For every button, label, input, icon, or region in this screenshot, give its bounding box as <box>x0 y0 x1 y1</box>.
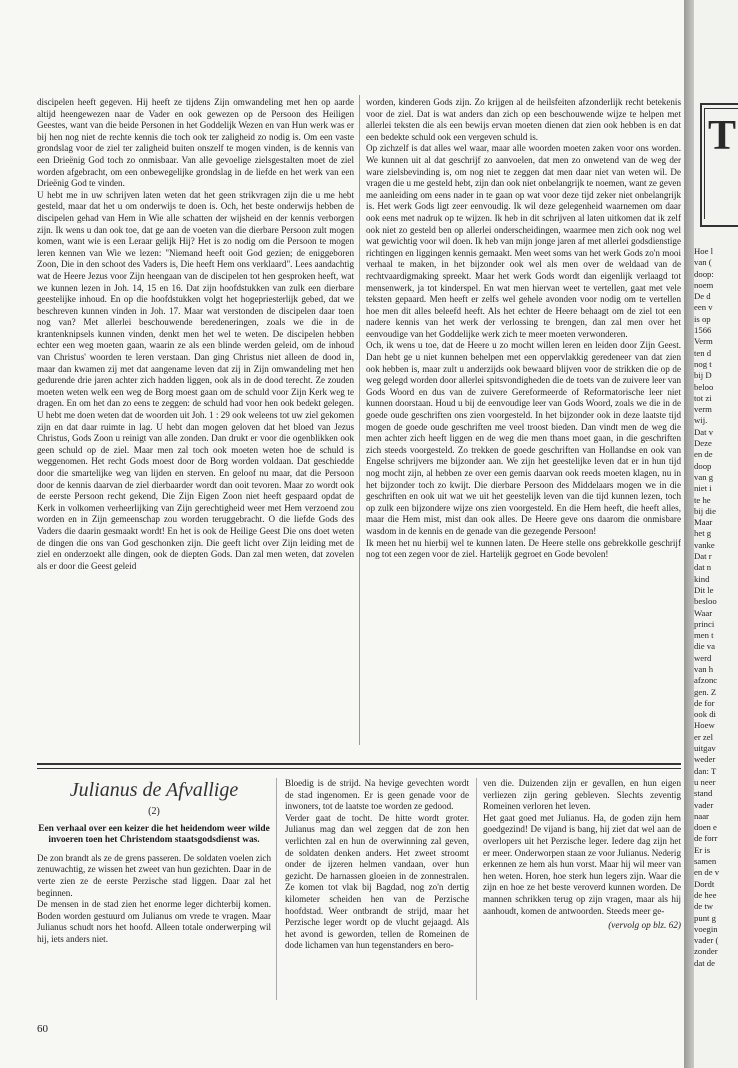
text-line-fragment: nog t <box>694 358 712 369</box>
text-line-fragment: Verm <box>694 336 713 347</box>
text-line-fragment: men t <box>694 630 714 641</box>
text-line-fragment: Deze <box>694 438 712 449</box>
column-divider <box>276 778 277 1000</box>
paragraph: Bloedig is de strijd. Na hevige gevechten wordt de stad ingenomen. Er is geen genade voor de inwoners, tot de laatste toe worden ze gedood. <box>285 778 469 812</box>
text-line-fragment: Er is <box>694 844 711 855</box>
text-line-fragment: verm <box>694 404 712 415</box>
text-line-fragment: beloo <box>694 381 714 392</box>
text-line-fragment: Dit le <box>694 584 714 595</box>
text-line-fragment: dat de <box>694 957 715 968</box>
drop-cap: T <box>708 113 737 159</box>
text-line-fragment: ook di <box>694 709 716 720</box>
text-line-fragment: voegin <box>694 923 718 934</box>
text-line-fragment: punt g <box>694 912 716 923</box>
paragraph: Op zichzelf is dat alles wel waar, maar alle woorden moeten zaken voor ons worden. We kunnen uit al dat geschrijf zo aanvoelen, dat men zo onwetend van de weg der ware zielsbevinding is, om nog niet te zeggen dat men daar niet van weten wil. De vragen die u me gesteld hebt, zijn dan ook niet onbelangrijk te noemen, want ze geven me aanleiding om eens nader in te gaan op wat voor deze tijd zeker niet onbelangrijk is. Het werk Gods ligt zeer eenvoudig. Ik wil deze gelegenheid waarnemen om daar ook eens met nadruk op te wijzen. Ik heb in dit schrijven al laten uitkomen dat ik zelf ook niet zo gesteld ben op allerlei onderscheidingen, waarmee men zich ook nog wel wat gewichtig voor wil doen. Ik heb van mijn jonge jaren af met allerlei godsdienstige richtingen en liggingen kennis gemaakt. Men weet soms van het werk Gods zo'n mooi verhaal te maken, in het bijzonder ook wel als men over de weldaad van de rechtvaardigmaking spreekt. Maar het werk Gods wordt dan eigenlijk verlaagd tot mensenwerk, ja tot kinderspel. En wat men hiervan weet te vertellen, gaat met vele teksten gepaard. Men heeft er zelfs wel gehele avonden voor nodig om te vertellen hoe men dit alles beleefd heeft. Als het echter de Heere behaagt om de ziel tot een nadere kennis van het werk der verlossing te brengen, dan zal men over het eenvoudige van het Goddelijke werk zich te meer moeten verwonderen. <box>366 143 681 339</box>
text-line-fragment: de hee <box>694 889 717 900</box>
text-line-fragment: Maar <box>694 517 713 528</box>
paragraph: U hebt me in uw schrijven laten weten dat het geen strikvragen zijn die u me hebt gesteld, maar dat het u om onderwijs te doen is. Och, het beste onderwijs hebben de discipelen gehad van Hem in Wie alle schatten der wijsheid en der kennis verborgen zijn. Ik wens u dan ook toe, dat ge aan de voeten van die dierbare Persoon zult mogen komen, want wie is een Leraar gelijk Hij? Het is zo nodig om die Persoon te mogen leren kennen van Wie we lezen: "Niemand heeft ooit God gezien; de eniggeboren Zoon, Die in den schoot des Vaders is, Die heeft Hem ons verklaard". Lees aandachtig wat de Heere Jezus voor Zijn heengaan van de discipelen tot hen gesproken heeft, wat we kunnen lezen in Joh. 14, 15 en 16. Dat zijn hoofdstukken van zulk een dierbare geestelijke inhoud. En op die hoofdstukken volgt het hogepriesterlijk gebed, dat we beschreven kunnen vinden in Joh. 17. Maar wat verstonden de discipelen daar toen nog van? Met allerlei beschouwende beredeneringen, zoals we die in de krantenknipsels kunnen vinden, denkt men het wel te weten. De discipelen hebben echter een weg moeten gaan, waarin ze als een blinde werden geleid, om de inhoud van Christus' woorden te leren verstaan. Dan ging Christus niet alleen de dood in, maar dan kwamen zij met dat aangename leven dat zij in Zijn omwandeling met hen gedurende drie jaren achter zich hadden liggen, ook als in de dood terecht. Ze zouden moeten weten welk een weg de Borg moest gaan om de schuld voor Zijn Kerk weg te dragen. En om het dan zo eens te zeggen: de schuld had voor hen ook bedekt gelegen. U hebt me doen weten dat de woorden uit Joh. 1 : 29 ook weleens tot uw ziel gekomen zijn en dat daar ruimte in lag. U hebt dan mogen geloven dat het bloed van Jezus Christus, Gods Zoon u reinigt van alle zonden. Dan drukt er voor die ogenblikken ook geen schuld op de ziel. Maar men zal toch ook moeten weten hoe de schuld is weggenomen. Het recht Gods moest door de Borg worden voldaan. Dat geschiedde door die smartelijke weg van lijden en sterven. En geloof nu maar, dat die Persoon door de kennis daarvan de ziel dierbaarder wordt dan ooit tevoren. Maar zo wordt ook de eerste Persoon recht gekend, Die Zijn Eigen Zoon niet heeft gespaard opdat de Kerk in volkomen verheerlijking van Zijn gerechtigheid weer met Hem verzoend zou worden en in Zijn gemeenschap zou worden teruggebracht. O die liefde Gods des Vaders die daarin gesmaakt wordt! En het is ook de Heilige Geest Die ons doet weten de dingen die ons van God geschonken zijn. Die geeft licht over Zijn leiding met de ziel en onderzoekt alle dingen, ook de diepten Gods. Dan zal men weten, dat zovelen als er door die Geest geleid <box>37 189 354 571</box>
text-line-fragment: dat n <box>694 562 712 573</box>
paragraph: Och, ik wens u toe, dat de Heere u zo mocht willen leren en leiden door Zijn Geest. Dan hebt ge u niet kunnen behelpen met een oppervlakkig geredeneer van dat zien ook hebben is, maar zult u anderzijds ook bewaard blijven voor de strikken die op de weg gelegd worden door allerlei spitsvondigheden die de toets van de zuivere leer van Gods Woord en dus van de zuivere Gereformeerde of Reformatorische leer niet kunnen doorstaan. Houd u bij de eenvoudige leer van Gods Woord, zoals we die in de goede oude geschriften ons zien voorgesteld. In het bijzonder ook in deze laatste tijd mogen de goede oude geschriften me veel troost bieden. Dan vindt men de weg die men achter zich heeft liggen en de weg die men thans moet gaan, in die geschriften zich steeds voorgesteld. Zo trekken de goede geschriften van Hollandse en ook van Engelse schrijvers me bijzonder aan. We zijn het geestelijke leven dat er in hun tijd nog mocht zijn, al hebben ze over een gemis daarvan ook reeds moeten klagen, nu in het bijzonder toch zo kwijt. Die dierbare Persoon des Middelaars mogen we in die geschriften en ook uit wat we uit het geestelijk leven van die tijd kunnen lezen, toch op zulk een bijzondere wijze ons zien voorgesteld. En die Hem heeft, die heeft alles, maar die Hem mist, mist dan ook alles. De Heere geve ons daarom die onmisbare wasdom in de kennis en de genade van die gezegende Persoon! <box>366 340 681 536</box>
story-subtitle: Een verhaal over een keizer die het heidendom weer wilde invoeren toen het Christendom staatsgodsdienst was. <box>38 823 270 846</box>
text-line-fragment: het g <box>694 528 712 539</box>
story-title: Julianus de Afvallige <box>69 779 239 801</box>
text-line-fragment: van ( <box>694 257 712 268</box>
text-line-fragment: samen <box>694 856 717 867</box>
text-line-fragment: doop <box>694 460 712 471</box>
text-line-fragment: niet i <box>694 483 712 494</box>
text-line-fragment: vanke <box>694 539 715 550</box>
text-line-fragment: vader ( <box>694 935 719 946</box>
text-line-fragment: doop: <box>694 268 714 279</box>
story-part-number: (2) <box>148 806 160 817</box>
text-line-fragment: gen. Z <box>694 686 717 697</box>
story-column-3 <box>483 778 681 998</box>
text-line-fragment: vader <box>694 799 714 810</box>
paragraph: Verder gaat de tocht. De hitte wordt groter. Julianus mag dan wel zeggen dat de zon hen verlichten zal en hun de overwinning zal geven, de soldaten denken anders. Het zweet stroomt onder de ijzeren helmen vandaan, over hun gezicht. De harnassen gloeien in de zonnestralen. Ze komen tot vlak bij Bagdad, nog zo'n dertig kilometer scheiden hen van de Perzische hoofdstad. Weer ontbrandt de strijd, maar het Perzische leger wordt op de vlucht gejaagd. Als het avond is geworden, tellen de Romeinen de dode lichamen van hun tegenstanders en bero- <box>285 812 469 951</box>
text-line-fragment: afzonc <box>694 675 718 686</box>
text-line-fragment: bij D <box>694 370 712 381</box>
text-line-fragment: de tw <box>694 901 714 912</box>
text-line-fragment: is op <box>694 313 711 324</box>
text-line-fragment: princi <box>694 618 715 629</box>
continued-note: (vervolg op blz. 62) <box>608 921 681 932</box>
paragraph: worden, kinderen Gods zijn. Zo krijgen al de heilsfeiten afzonderlijk recht betekenis voor de ziel. Dat is wat anders dan zich op een beschouwende wijze te helpen met allerlei teksten die als een bewijs ervan moeten dienen dat zien ook hebben is en dat een bedekte schuld ook een vergeven schuld is. <box>366 97 681 142</box>
text-line-fragment: de for <box>694 697 715 708</box>
text-line-fragment: dan: T <box>694 765 717 776</box>
paragraph: Ik meen het nu hierbij wel te kunnen laten. De Heere stelle ons gebrekkolle geschrijf nog tot een zegen voor de ziel. Hartelijk gegroet en Gode bevolen! <box>366 537 681 560</box>
text-line-fragment: wij. <box>694 415 708 426</box>
text-line-fragment: van h <box>694 663 714 674</box>
text-line-fragment: er zel <box>694 731 714 742</box>
text-line-fragment: doen e <box>694 822 717 833</box>
text-line-fragment: 1566 <box>694 325 712 336</box>
page-number: 60 <box>37 1023 48 1035</box>
text-line-fragment: u neer <box>694 776 716 787</box>
text-line-fragment: Dat r <box>694 551 712 562</box>
text-line-fragment: tot zi <box>694 392 712 403</box>
text-line-fragment: kind <box>694 573 710 584</box>
text-line-fragment: naar <box>694 810 709 821</box>
text-line-fragment: een v <box>694 302 713 313</box>
paragraph: De mensen in de stad zien het enorme leger dichterbij komen. Boden worden gestuurd om Julianus om vrede te vragen. Maar Julianus schudt nors het hoofd. Alleen totale onderwerping wil hij, iets anders niet. <box>37 899 271 944</box>
text-line-fragment: te he <box>694 494 711 505</box>
text-line-fragment: besloo <box>694 596 717 607</box>
text-line-fragment: De d <box>694 291 711 302</box>
text-line-fragment: en de <box>694 449 713 460</box>
next-page-text-column <box>694 246 738 969</box>
article-column-right <box>366 97 681 742</box>
section-separator <box>37 763 681 769</box>
text-line-fragment: ten d <box>694 347 712 358</box>
paragraph: discipelen heeft gegeven. Hij heeft ze tijdens Zijn omwandeling met hen op aarde altijd heengewezen naar de Vader en ook gewezen op de Persoon des Heiligen Geestes, want van die beide Personen in het Goddelijk Wezen en van Hun werk was er bij hen nog niet de rechte kennis die toch ook ter zaligheid zo nodig is. Om een vaste grondslag voor de ziel ter zaligheid buiten onszelf te mogen vinden, is de kennis van een Drieënig God toch zo onmisbaar. Van alle gevoelige zielsgestalten moet de ziel worden afgebracht, om een onbewegelijke grondslag in de liefde en het werk van een Drieënig God te vinden. <box>37 97 354 189</box>
paragraph: Het gaat goed met Julianus. Ha, de goden zijn hem goedgezind! De vijand is bang, hij ziet dat wel aan de overlopers uit het Perzische leger. Iedere dag zijn het er meer. Onderworpen staan ze voor Julianus. Nederig erkennen ze hem als hun vorst. Maar hij wil meer van hen weten. Horen, hoe sterk hun legers zijn. Waar die zijn en hoe ze het beste veroverd kunnen worden. De mannen schrikken terug op zijn vragen, maar als hij aanhoudt, komen de antwoorden. Steeds meer ge- <box>483 812 681 916</box>
text-line-fragment: zonder <box>694 946 718 957</box>
text-line-fragment: Dordt <box>694 878 715 889</box>
text-line-fragment: Dat v <box>694 426 714 437</box>
text-line-fragment: Hoew <box>694 720 715 731</box>
paragraph: ven die. Duizenden zijn er gevallen, en hun eigen verliezen zijn gering gebleven. Slechts zeventig Romeinen verloren het leven. <box>483 778 681 812</box>
text-line-fragment: noem <box>694 279 714 290</box>
article-column-left <box>37 97 354 742</box>
text-line-fragment: bij die <box>694 505 716 516</box>
text-line-fragment: Hoe l <box>694 246 714 256</box>
column-divider <box>476 778 477 1000</box>
text-line-fragment: van g <box>694 471 714 482</box>
text-line-fragment: stand <box>694 788 713 799</box>
text-line-fragment: Waar <box>694 607 713 618</box>
text-line-fragment: de forr <box>694 833 718 844</box>
column-divider <box>359 95 360 745</box>
paragraph: De zon brandt als ze de grens passeren. De soldaten voelen zich zenuwachtig, ze wissen het zweet van hun gezichten. Daar in de verte zien ze de eerste Perzische stad liggen. Daar zal het beginnen. <box>37 852 271 898</box>
story-column-2 <box>285 778 469 998</box>
next-page-fragment <box>694 0 738 1068</box>
story-column-1 <box>37 778 271 988</box>
page-gutter <box>684 0 694 1068</box>
text-line-fragment: en de v <box>694 867 720 878</box>
text-line-fragment: uitgav <box>694 743 716 754</box>
text-line-fragment: weder <box>694 754 716 765</box>
text-line-fragment: werd <box>694 652 712 663</box>
text-line-fragment: die va <box>694 641 715 652</box>
